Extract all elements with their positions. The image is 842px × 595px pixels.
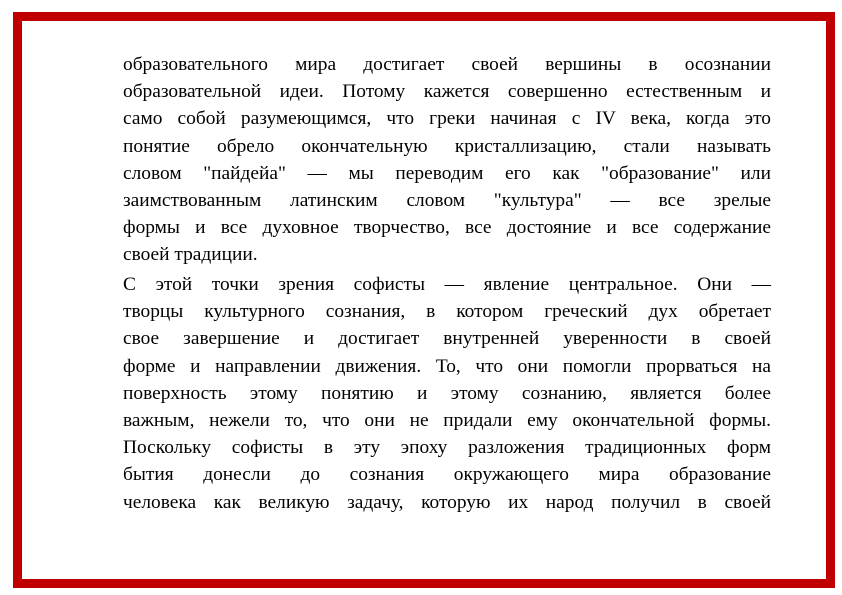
text-line: важным, нежели то, что они не придали ему окончательной формы. bbox=[123, 410, 771, 432]
paragraph-2 bbox=[123, 271, 771, 516]
text-line: понятие обрело окончательную кристаллизацию, стали называть bbox=[123, 135, 771, 157]
text-line: образовательной идеи. Потому кажется совершенно естественным и bbox=[123, 81, 771, 103]
text-line: заимствованным латинским словом "культура" — все зрелые bbox=[123, 189, 771, 211]
text-line: творцы культурного сознания, в котором греческий дух обретает bbox=[123, 301, 771, 323]
text-line: само собой разумеющимся, что греки начиная с IV века, когда это bbox=[123, 108, 771, 130]
text-line: человека как великую задачу, которую их народ получил в своей bbox=[123, 491, 771, 513]
text-line: формы и все духовное творчество, все достояние и все содержание bbox=[123, 217, 771, 239]
text-line: словом "пайдейа" — мы переводим его как "образование" или bbox=[123, 162, 771, 184]
text-line: своей традиции. bbox=[123, 244, 258, 266]
body-text bbox=[123, 51, 771, 516]
text-line: поверхность этому понятию и этому сознанию, является более bbox=[123, 382, 771, 404]
text-line: образовательного мира достигает своей вершины в осознании bbox=[123, 54, 771, 75]
text-line: С этой точки зрения софисты — явление центральное. Они — bbox=[123, 274, 771, 296]
paragraph-1 bbox=[123, 51, 771, 269]
text-line: форме и направлении движения. То, что они помогли прорваться на bbox=[123, 355, 771, 377]
text-line: Поскольку софисты в эту эпоху разложения традиционных форм bbox=[123, 437, 771, 459]
text-line: свое завершение и достигает внутренней уверенности в своей bbox=[123, 328, 771, 350]
text-line: бытия донесли до сознания окружающего мира образование bbox=[123, 464, 771, 486]
